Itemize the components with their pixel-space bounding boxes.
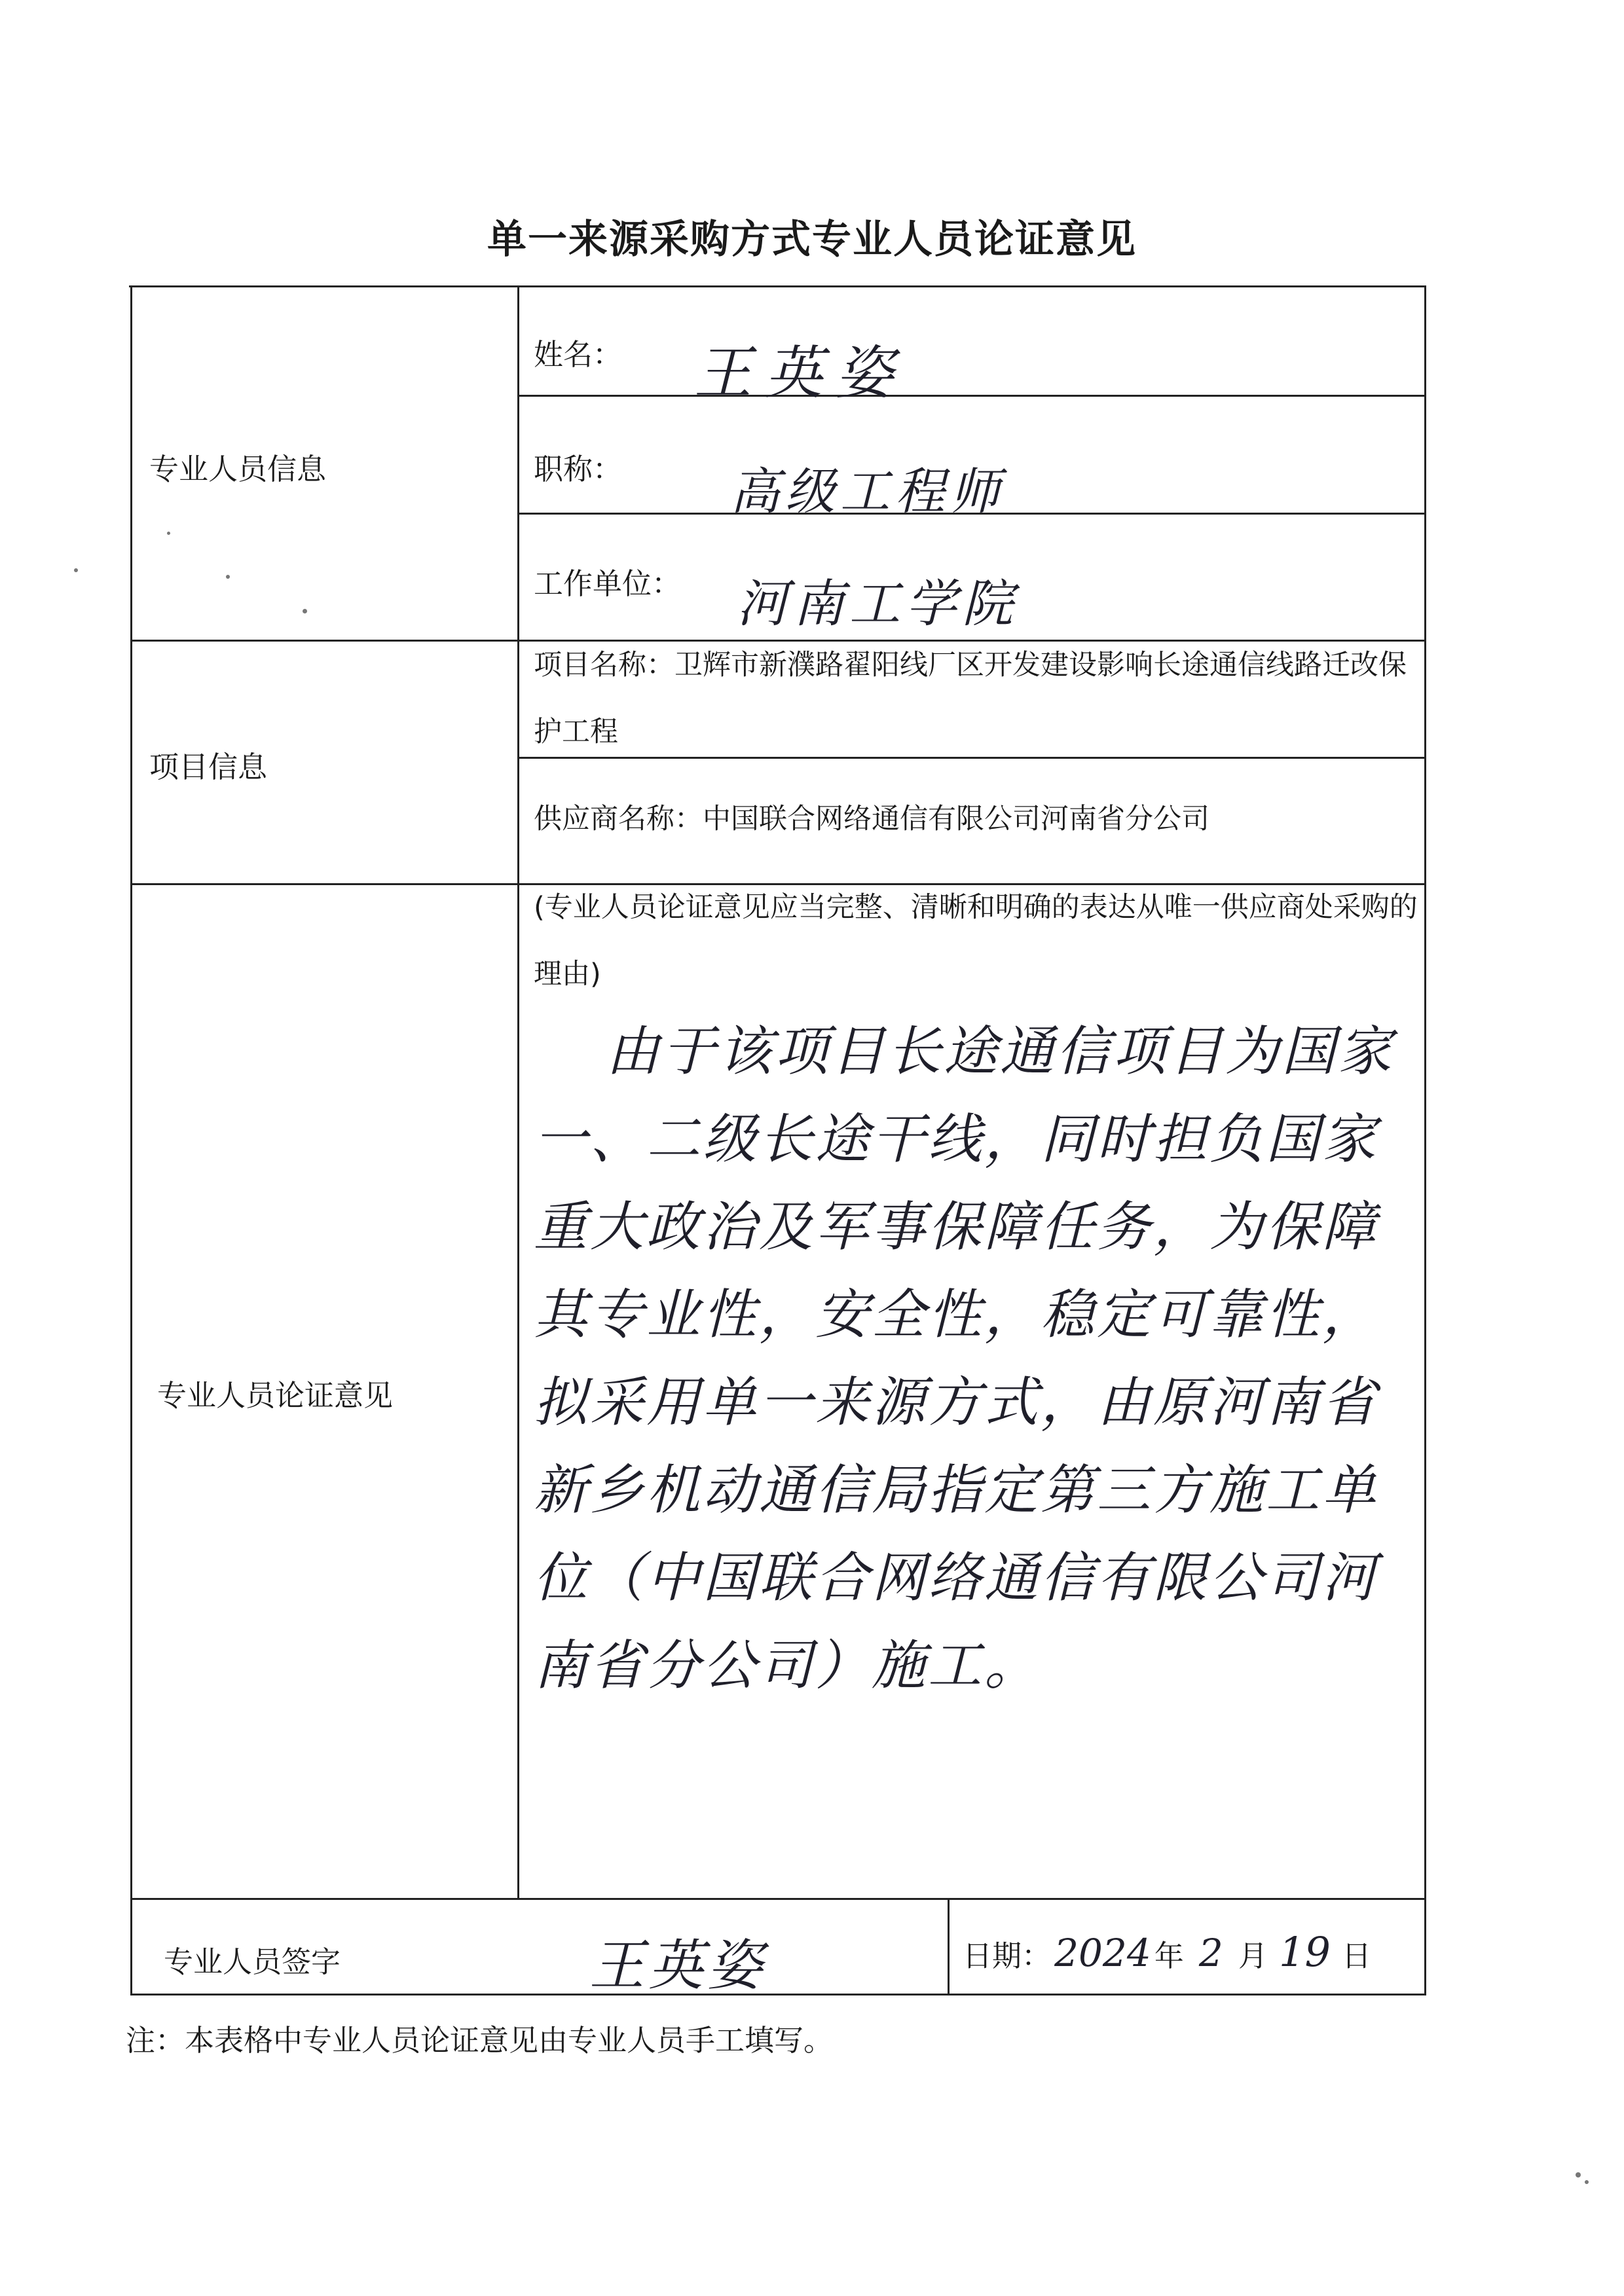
date-label: 日期： xyxy=(963,1939,1052,1973)
signature-column-divider xyxy=(948,1898,950,1995)
scan-speck xyxy=(226,575,230,579)
date-year-unit: 年 xyxy=(1154,1939,1184,1973)
title-value: 高级工程师 xyxy=(730,462,1005,520)
supplier-value: 中国联合网络通信有限公司河南省分公司 xyxy=(703,803,1209,835)
date-year: 2024 xyxy=(1054,1931,1151,1975)
scan-speck xyxy=(1585,2180,1589,2184)
project-name-label: 项目名称： xyxy=(534,649,674,682)
scan-speck xyxy=(1576,2172,1581,2178)
table-border-right xyxy=(1424,285,1426,1995)
date-day: 19 xyxy=(1279,1928,1331,1976)
footnote: 注：本表格中专业人员论证意见由专业人员手工填写。 xyxy=(126,2023,834,2058)
section-label-opinion: 专业人员论证意见 xyxy=(157,1378,394,1413)
date-month: 2 xyxy=(1198,1931,1223,1975)
title-label: 职称： xyxy=(534,452,623,486)
opinion-handwritten-text: 由于该项目长途通信项目为国家一、二级长途干线，同时担负国家重大政治及军事保障任务，为保障其专业性，安全性，稳定可靠性，拟采用单一来源方式，由原河南省新乡机动通信局指定第三方施工单位（中国联合网络通信有限公司河南省分公司）施工。 xyxy=(534,1021,1394,1697)
date-day-unit: 日 xyxy=(1342,1939,1372,1973)
table-row-divider xyxy=(130,1898,1426,1900)
table-border-top xyxy=(129,285,1426,287)
project-name-field xyxy=(534,632,1418,765)
section-label-project-info: 项目信息 xyxy=(149,750,268,784)
opinion-instruction: (专业人员论证意见应当完整、清晰和明确的表达从唯一供应商处采购的理由) xyxy=(534,891,1418,991)
name-label: 姓名： xyxy=(534,337,623,372)
supplier-field xyxy=(534,786,1209,852)
page-title: 单一来源采购方式专业人员论证意见 xyxy=(487,217,1137,263)
supplier-label: 供应商名称： xyxy=(534,803,703,835)
table-border-bottom xyxy=(130,1994,1426,1995)
employer-label: 工作单位： xyxy=(534,566,682,601)
project-name-value: 卫辉市新濮路翟阳线厂区开发建设影响长途通信线路迁改保护工程 xyxy=(534,649,1407,748)
scan-speck xyxy=(167,532,170,535)
date-field xyxy=(963,1928,1371,1976)
field-divider xyxy=(517,395,1426,397)
date-month-unit: 月 xyxy=(1238,1939,1268,1973)
name-value: 王英姿 xyxy=(694,339,907,407)
table-border-left xyxy=(130,285,132,1995)
section-label-signature: 专业人员签字 xyxy=(164,1944,341,1979)
section-label-personnel-info: 专业人员信息 xyxy=(149,452,327,486)
scan-speck xyxy=(303,609,307,613)
scan-speck xyxy=(74,568,78,572)
employer-value: 河南工学院 xyxy=(737,575,1019,634)
signature-handwritten: 王英姿 xyxy=(589,1933,767,1997)
table-column-divider xyxy=(517,285,519,1899)
